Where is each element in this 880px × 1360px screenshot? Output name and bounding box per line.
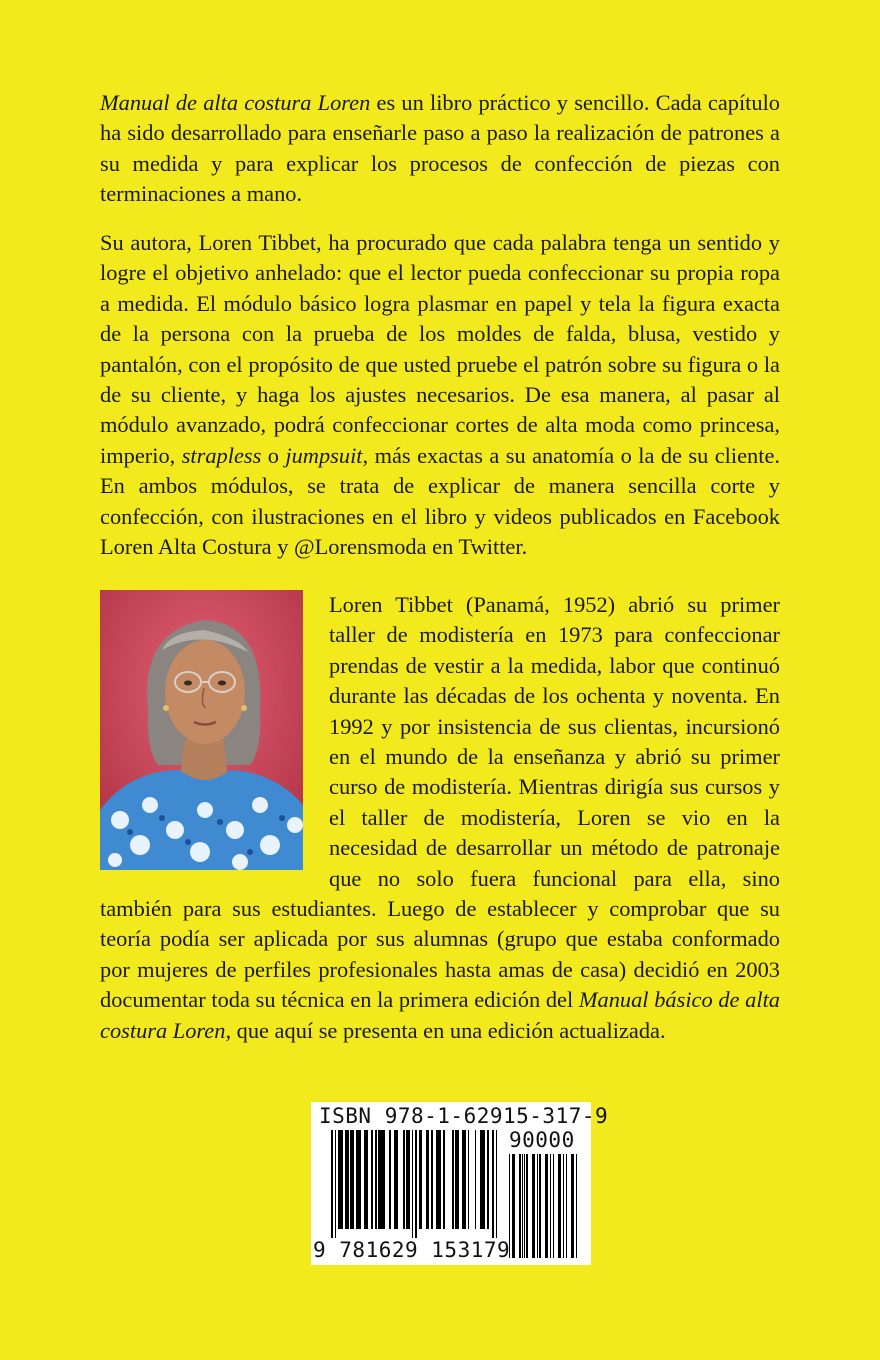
barcode-bar	[475, 1130, 477, 1229]
description-paragraph-2	[100, 228, 780, 562]
barcode-bar	[524, 1154, 525, 1258]
barcode-bar	[492, 1130, 494, 1238]
barcode-bar	[547, 1154, 548, 1258]
barcode-bar	[560, 1154, 561, 1258]
barcode-bar	[550, 1154, 551, 1258]
addon-digits: 90000	[509, 1128, 575, 1152]
barcode-bar	[347, 1130, 349, 1229]
barcode-bar	[412, 1130, 414, 1238]
barcode-bar	[553, 1154, 554, 1258]
manual-title-italic: Manual básico de alta costura Loren	[100, 987, 781, 1043]
barcode-bar	[443, 1130, 445, 1229]
barcode-bar	[513, 1154, 514, 1258]
paragraph-1-text: es un libro práctico y sencillo. Cada capítulo ha sido desarrollado para enseñarle paso a paso la realización de patrones a su medida y para explicar los procesos de confección de piezas con terminaciones a mano.	[100, 90, 780, 207]
barcode-bar	[539, 1154, 540, 1258]
strapless-italic: strapless	[181, 442, 262, 468]
addon-barcode-bars	[509, 1154, 579, 1258]
bio-text-b: , que aquí se presenta en una edición actualizada.	[225, 1017, 666, 1043]
barcode-bar	[420, 1130, 422, 1229]
barcode-bar	[408, 1130, 410, 1229]
barcode-bar	[496, 1130, 498, 1238]
author-photo	[100, 590, 303, 870]
barcode-bar	[384, 1130, 386, 1229]
ean-digits: 9 781629 153179	[313, 1238, 511, 1262]
barcode-bar	[566, 1154, 567, 1258]
barcode-bar	[457, 1130, 459, 1229]
barcode-bar	[452, 1130, 454, 1229]
barcode-bar	[375, 1130, 377, 1229]
barcode-bar	[389, 1130, 391, 1229]
barcode-bar	[537, 1154, 538, 1258]
isbn-label: ISBN 978-1-62915-317-9	[319, 1104, 609, 1128]
barcode-bar	[431, 1130, 433, 1229]
barcode-bar	[464, 1130, 466, 1229]
paragraph-2-text-c: , más exactas a su anatomía o la de su cliente. En ambos módulos, se trata de explicar de manera sencilla corte y confección, con ilustraciones en el libro y videos publicados en Facebook Loren Alta Costura y @Lorensmoda en Twitter.	[100, 442, 781, 560]
jumpsuit-italic: jumpsuit	[285, 442, 363, 468]
paragraph-2-text-a: Su autora, Loren Tibbet, ha procurado que cada palabra tenga un sentido y logre el objetivo anhelado: que el lector pueda confeccionar su propia ropa a medida. El módulo básico logra plasmar en papel y tela la figura exacta de la persona con la prueba de los moldes de falda, blusa, vestido y pantalón, con el propósito de que usted pruebe el patrón sobre su figura o la de su cliente, y haga los ajustes necesarios. De esa manera, al pasar al módulo avanzado, podrá confeccionar cortes de alta moda como princesa, imperio,	[100, 230, 780, 468]
ean-barcode-bars	[331, 1130, 497, 1238]
barcode-bar	[573, 1154, 574, 1258]
barcode-bar	[468, 1130, 470, 1229]
barcode-bar	[331, 1130, 333, 1238]
barcode-bar	[440, 1130, 442, 1229]
barcode-bar	[415, 1130, 417, 1238]
barcode-bar	[487, 1130, 489, 1229]
description-paragraph-1	[100, 88, 780, 210]
barcode-bar	[396, 1130, 398, 1229]
author-portrait-illustration	[100, 590, 303, 870]
barcode-bar	[342, 1130, 344, 1229]
barcode-bar	[519, 1154, 520, 1258]
barcode-bar	[483, 1130, 485, 1229]
author-bio-section	[100, 590, 780, 1046]
bio-text-a: Loren Tibbet (Panamá, 1952) abrió su primer taller de modistería en 1973 para confeccionar prendas de vestir a la medida, labor que continuó durante las décadas de los ochenta y noventa. En 1992 y por insistencia de sus clientas, incursionó en el mundo de la enseñanza y abrió su primer curso de modistería. Mientras dirigía sus cursos y el taller de modistería, Loren se vio en la necesidad de desarrollar un método de patronaje que no solo fuera funcional para ella, sino también para sus estudiantes. Luego de establecer y comprobar que su teoría podía ser aplicada por sus alumnas (grupo que estaba conformado por mujeres de perfiles profesionales hasta amas de casa) decidió en 2003 documentar toda su técnica en la primera edición del	[100, 592, 780, 1013]
barcode-bar	[403, 1130, 405, 1229]
barcode-bar	[526, 1154, 527, 1258]
paragraph-2-text-b: o	[261, 442, 286, 468]
barcode-bar	[563, 1154, 564, 1258]
barcode-bar	[371, 1130, 373, 1229]
barcode-bar	[335, 1130, 337, 1238]
barcode-bar	[359, 1130, 361, 1229]
barcode-bar	[366, 1130, 368, 1229]
barcode-bar	[352, 1130, 354, 1229]
barcode-bar	[576, 1154, 577, 1258]
barcode-bar	[534, 1154, 535, 1258]
isbn-barcode	[311, 1102, 609, 1265]
barcode-bar	[427, 1130, 429, 1229]
book-title-italic: Manual de alta costura Loren	[100, 90, 371, 115]
